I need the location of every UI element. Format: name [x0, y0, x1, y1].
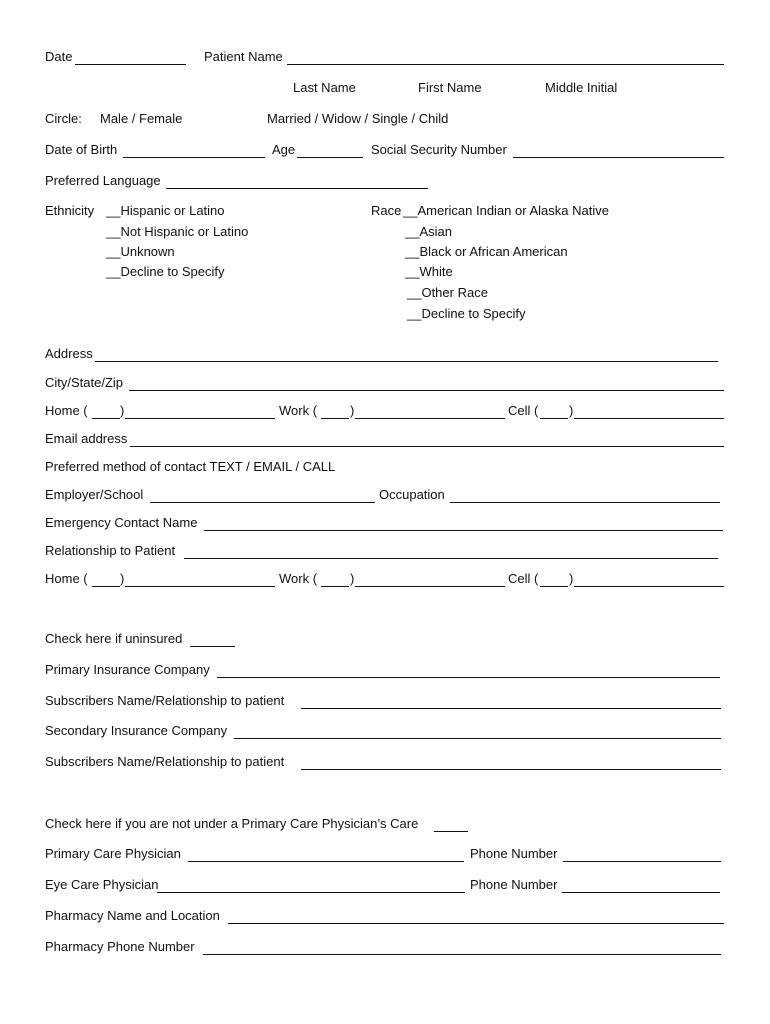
emergency-cell-label: Cell ( — [508, 571, 539, 586]
email-field[interactable] — [130, 446, 724, 447]
uninsured-check-field[interactable] — [190, 646, 235, 647]
city-state-zip-label: City/State/Zip — [45, 375, 124, 390]
middle-initial-caption: Middle Initial — [545, 80, 618, 95]
secondary-insurance-field[interactable] — [234, 738, 721, 739]
dob-field[interactable] — [123, 157, 265, 158]
pharmacy-label: Pharmacy Name and Location — [45, 908, 220, 923]
emergency-contact-label: Emergency Contact Name — [45, 515, 198, 530]
address-field[interactable] — [95, 361, 718, 362]
work-phone-field[interactable] — [355, 418, 505, 419]
age-field[interactable] — [297, 157, 363, 158]
patient-name-label: Patient Name — [204, 49, 283, 64]
emergency-home-label: Home ( — [45, 571, 88, 586]
pharmacy-phone-label: Pharmacy Phone Number — [45, 939, 195, 954]
emergency-work-area-field[interactable] — [321, 586, 349, 587]
uninsured-label: Check here if uninsured — [45, 631, 183, 646]
home-phone-label: Home ( — [45, 403, 88, 418]
pharmacy-phone-field[interactable] — [203, 954, 721, 955]
employer-field[interactable] — [150, 502, 375, 503]
address-label: Address — [45, 346, 93, 361]
employer-label: Employer/School — [45, 487, 144, 502]
secondary-subscriber-label: Subscribers Name/Relationship to patient — [45, 754, 285, 769]
home-paren: ) — [120, 403, 125, 418]
pcp-label: Primary Care Physician — [45, 846, 181, 861]
eye-care-phone-field[interactable] — [562, 892, 720, 893]
primary-insurance-label: Primary Insurance Company — [45, 662, 210, 677]
cell-phone-field[interactable] — [574, 418, 724, 419]
secondary-insurance-label: Secondary Insurance Company — [45, 723, 228, 738]
last-name-caption: Last Name — [293, 80, 356, 95]
ethnicity-option[interactable]: __Decline to Specify — [106, 264, 225, 279]
sex-options[interactable]: Male / Female — [100, 111, 183, 126]
emergency-home-field[interactable] — [125, 586, 275, 587]
race-option[interactable]: __Black or African American — [405, 244, 568, 259]
work-area-code-field[interactable] — [321, 418, 349, 419]
pcp-field[interactable] — [188, 861, 464, 862]
marital-options[interactable]: Married / Widow / Single / Child — [267, 111, 449, 126]
language-field[interactable] — [166, 188, 428, 189]
email-label: Email address — [45, 431, 128, 446]
dob-label: Date of Birth — [45, 142, 118, 157]
work-phone-label: Work ( — [279, 403, 318, 418]
first-name-caption: First Name — [418, 80, 482, 95]
secondary-subscriber-field[interactable] — [301, 769, 721, 770]
primary-subscriber-label: Subscribers Name/Relationship to patient — [45, 693, 285, 708]
emergency-cell-paren: ) — [569, 571, 574, 586]
language-label: Preferred Language — [45, 173, 161, 188]
home-area-code-field[interactable] — [92, 418, 120, 419]
emergency-cell-area-field[interactable] — [540, 586, 568, 587]
preferred-contact-method[interactable]: Preferred method of contact TEXT / EMAIL / CALL — [45, 459, 336, 474]
date-label: Date — [45, 49, 73, 64]
ethnicity-option[interactable]: __Not Hispanic or Latino — [106, 224, 249, 239]
race-option[interactable]: __Decline to Specify — [407, 306, 526, 321]
emergency-home-paren: ) — [120, 571, 125, 586]
circle-label: Circle: — [45, 111, 82, 126]
pcp-phone-label: Phone Number — [470, 846, 558, 861]
primary-subscriber-field[interactable] — [301, 708, 721, 709]
emergency-work-field[interactable] — [355, 586, 505, 587]
work-paren: ) — [350, 403, 355, 418]
occupation-label: Occupation — [379, 487, 445, 502]
eye-care-field[interactable] — [157, 892, 465, 893]
race-option[interactable]: __White — [405, 264, 453, 279]
occupation-field[interactable] — [450, 502, 720, 503]
cell-phone-label: Cell ( — [508, 403, 539, 418]
emergency-work-paren: ) — [350, 571, 355, 586]
cell-area-code-field[interactable] — [540, 418, 568, 419]
emergency-contact-field[interactable] — [204, 530, 723, 531]
city-state-zip-field[interactable] — [129, 390, 724, 391]
ethnicity-label: Ethnicity — [45, 203, 95, 218]
race-option[interactable]: __Other Race — [407, 285, 488, 300]
pcp-phone-field[interactable] — [563, 861, 721, 862]
primary-insurance-field[interactable] — [217, 677, 720, 678]
race-option[interactable]: __Asian — [405, 224, 452, 239]
emergency-work-label: Work ( — [279, 571, 318, 586]
no-pcp-check-field[interactable] — [434, 831, 468, 832]
ethnicity-option[interactable]: __Hispanic or Latino — [106, 203, 225, 218]
ssn-field[interactable] — [513, 157, 724, 158]
cell-paren: ) — [569, 403, 574, 418]
ethnicity-option[interactable]: __Unknown — [106, 244, 175, 259]
race-label: Race — [371, 203, 402, 218]
eye-care-label: Eye Care Physician — [45, 877, 159, 892]
relationship-label: Relationship to Patient — [45, 543, 176, 558]
age-label: Age — [272, 142, 296, 157]
no-pcp-label: Check here if you are not under a Primary Care Physician’s Care — [45, 816, 419, 831]
ssn-label: Social Security Number — [371, 142, 507, 157]
relationship-field[interactable] — [184, 558, 718, 559]
race-option[interactable]: __American Indian or Alaska Native — [403, 203, 609, 218]
patient-name-field[interactable] — [287, 64, 724, 65]
emergency-home-area-field[interactable] — [92, 586, 120, 587]
date-field[interactable] — [75, 64, 186, 65]
pharmacy-field[interactable] — [228, 923, 724, 924]
eye-care-phone-label: Phone Number — [470, 877, 558, 892]
home-phone-field[interactable] — [125, 418, 275, 419]
emergency-cell-field[interactable] — [574, 586, 724, 587]
